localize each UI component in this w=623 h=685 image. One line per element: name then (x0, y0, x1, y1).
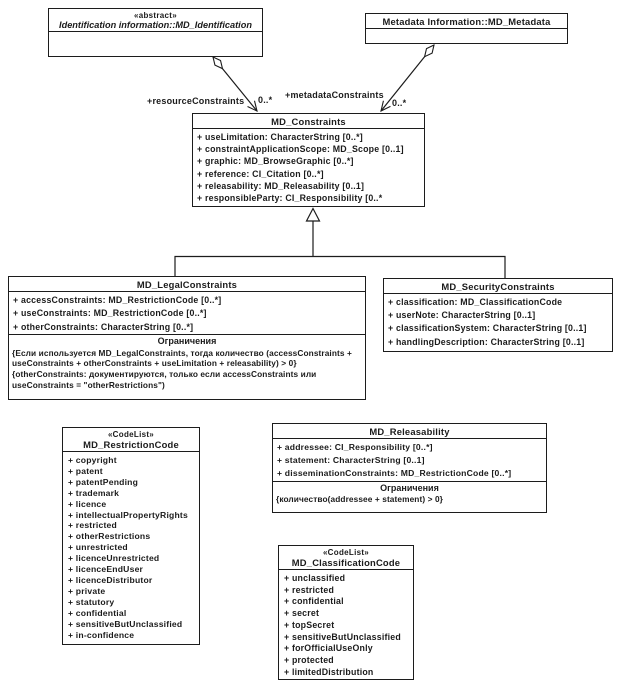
class-name: MD_SecurityConstraints (441, 281, 555, 292)
codelist-item: + trademark (68, 487, 120, 498)
attributes-compartment (9, 292, 365, 334)
codelist-item: + restricted (68, 520, 117, 531)
codelist-item: + private (68, 585, 106, 596)
codelist-item: + licence (68, 498, 107, 509)
attribute-row: + statement: CharacterString [0..1] (277, 455, 425, 466)
multiplicity-resource-constraints: 0..* (258, 95, 273, 105)
attribute-row: + userNote: CharacterString [0..1] (388, 310, 536, 321)
class-name: MD_Releasability (369, 426, 450, 437)
association-metadata-constraints (381, 45, 434, 111)
attribute-row: + handlingDescription: CharacterString [0..1] (388, 336, 585, 347)
codelist-item: + topSecret (284, 619, 335, 630)
attribute-row: + useConstraints: MD_RestrictionCode [0..*] (13, 308, 207, 319)
codelist-item: + otherRestrictions (68, 531, 151, 542)
codelist-values (63, 452, 199, 640)
generalization-branch (175, 257, 505, 279)
codelist-item: + in-confidence (68, 629, 135, 640)
class-title (273, 424, 546, 439)
role-label-metadata-constraints: +metadataConstraints (285, 90, 384, 100)
constraint-line: {otherConstraints: документируются, только если accessConstraints или (12, 368, 317, 379)
attribute-row: + otherConstraints: CharacterString [0..*] (13, 321, 194, 332)
attribute-row: + responsibleParty: CI_Responsibility [0..* (197, 193, 383, 204)
class-title (366, 14, 567, 29)
attribute-row: + addressee: CI_Responsibility [0..*] (277, 442, 433, 452)
attribute-row: + graphic: MD_BrowseGraphic [0..*] (197, 156, 354, 167)
codelist-item: + licenceUnrestricted (68, 553, 160, 564)
constraint-line: {Если используется MD_LegalConstraints, тогда количество (accessConstraints + (12, 347, 352, 358)
class-md-identification (48, 8, 263, 57)
attribute-row: + classification: MD_ClassificationCode (388, 297, 563, 307)
constraint-line: {количество(addressee + statement) > 0} (276, 494, 443, 505)
class-title (384, 279, 612, 294)
codelist-md-restriction-code (62, 427, 200, 645)
attribute-row: + accessConstraints: MD_RestrictionCode [0..*] (13, 295, 222, 305)
codelist-item: + confidential (68, 607, 127, 618)
class-md-constraints (192, 113, 425, 207)
class-title (9, 277, 365, 292)
codelist-item: + limitedDistribution (284, 666, 374, 677)
constraints-compartment (9, 334, 365, 390)
stereotype-label: «abstract» (133, 11, 178, 20)
codelist-item: + copyright (68, 455, 117, 465)
class-md-security-constraints (383, 278, 613, 352)
attribute-row: + disseminationConstraints: MD_RestrictionCode [0..*] (277, 468, 512, 479)
attribute-row: + useLimitation: CharacterString [0..*] (197, 132, 363, 142)
attribute-row: + reference: CI_Citation [0..*] (197, 168, 324, 179)
stereotype-label: «CodeList» (107, 430, 155, 439)
empty-compartment (366, 29, 567, 43)
attributes-compartment (384, 294, 612, 349)
codelist-item: + licenceDistributor (68, 574, 153, 585)
attribute-row: + classificationSystem: CharacterString [0..1] (388, 323, 587, 334)
codelist-item: + intellectualPropertyRights (68, 509, 188, 520)
codelist-item: + restricted (284, 584, 335, 595)
codelist-item: + statutory (68, 596, 115, 607)
codelist-item: + sensitiveButUnclassified (284, 631, 401, 642)
codelist-item: + unrestricted (68, 542, 128, 553)
constraint-heading: Ограничения (157, 336, 217, 347)
constraints-compartment (273, 481, 546, 505)
attribute-row: + releasability: MD_Releasability [0..1] (197, 180, 365, 191)
codelist-md-classification-code (278, 545, 414, 680)
codelist-item: + protected (284, 654, 334, 665)
class-title (49, 9, 262, 32)
class-md-legal-constraints (8, 276, 366, 400)
class-name: Metadata Information::MD_Metadata (382, 16, 551, 27)
codelist-item: + unclassified (284, 573, 346, 583)
class-md-metadata (365, 13, 568, 44)
role-label-resource-constraints: +resourceConstraints (147, 96, 245, 106)
attribute-row: + constraintApplicationScope: MD_Scope [0..1] (197, 144, 404, 155)
class-title (63, 428, 199, 452)
codelist-item: + forOfficialUseOnly (284, 643, 373, 654)
codelist-item: + confidential (284, 596, 344, 607)
attributes-compartment (193, 129, 424, 204)
constraint-heading: Ограничения (380, 482, 439, 493)
class-md-releasability (272, 423, 547, 513)
stereotype-label: «CodeList» (322, 548, 370, 557)
multiplicity-metadata-constraints: 0..* (392, 98, 407, 108)
class-name: MD_ClassificationCode (291, 557, 401, 568)
attributes-compartment (273, 439, 546, 481)
codelist-item: + secret (284, 608, 320, 619)
class-title (193, 114, 424, 129)
class-name: MD_LegalConstraints (136, 279, 238, 290)
class-name: Identification information::MD_Identification (59, 20, 252, 30)
codelist-item: + patent (68, 465, 103, 476)
generalization-triangle-icon (307, 209, 320, 222)
codelist-item: + licenceEndUser (68, 564, 144, 575)
constraint-line: useConstraints = "otherRestrictions") (12, 379, 165, 390)
constraint-line: useConstraints + otherConstraints + useLimitation + releasability) > 0} (12, 358, 297, 369)
codelist-item: + patentPending (68, 476, 139, 487)
codelist-item: + sensitiveButUnclassified (68, 618, 183, 629)
empty-compartment (49, 32, 262, 56)
class-name: MD_RestrictionCode (83, 439, 179, 450)
codelist-values (279, 570, 413, 678)
class-name: MD_Constraints (271, 116, 346, 127)
class-title (279, 546, 413, 570)
